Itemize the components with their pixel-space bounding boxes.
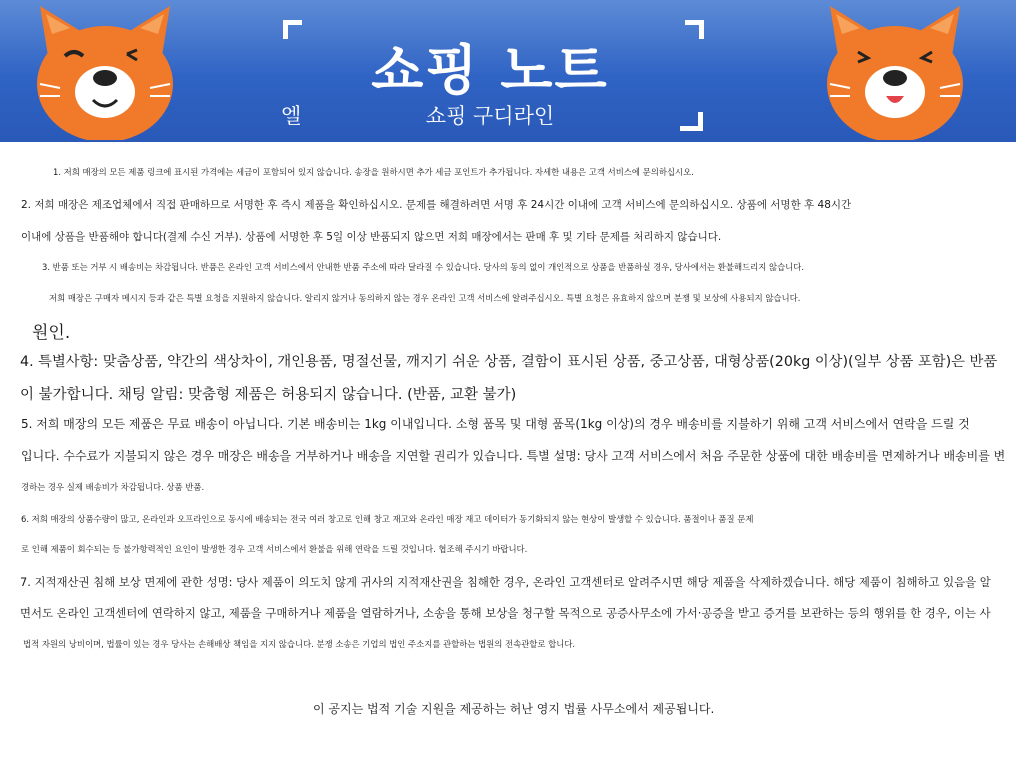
notice-line-6: 원인. (32, 323, 71, 343)
notice-line-15: 면서도 온라인 고객센터에 연락하지 않고, 제품을 구매하거나 제품을 열람하거나, 소송을 통해 보상을 청구할 목적으로 공증사무소에 가서·공증을 받고 증거를 보관하는 등의 행위를 한 경우, 이는 사 (20, 606, 991, 620)
notice-line-2: 2. 저희 매장은 제조업체에서 직접 판매하므로 서명한 후 즉시 제품을 확인하십시오. 문제를 해결하려면 서명 후 24시간 이내에 고객 서비스에 문의하십시오. 상품에 서명한 후 48시간 (21, 199, 852, 211)
notice-line-14: 7. 지적재산권 침해 보상 면제에 관한 성명: 당사 제품이 의도치 않게 귀사의 지적재산권을 침해한 경우, 온라인 고객센터로 알려주시면 해당 제품을 삭제하겠습니다. 해당 제품이 침해하고 있음을 알 (20, 575, 991, 589)
bracket-top-right-icon (685, 20, 704, 39)
cat-face-smiling-icon (820, 4, 970, 140)
banner-subtitle: 쇼핑 구디라인 (425, 104, 555, 128)
notice-line-9: 5. 저희 매장의 모든 제품은 무료 배송이 아닙니다. 기본 배송비는 1kg 이내입니다. 소형 품목 및 대형 품목(1kg 이상)의 경우 배송비를 지불하기 위해 고객 서비스에서 연락을 드릴 것 (21, 417, 970, 431)
notice-line-13: 로 인해 제품이 회수되는 등 불가항력적인 요인이 발생한 경우 고객 서비스에서 환불을 위해 연락을 드릴 것입니다. 협조해 주시기 바랍니다. (21, 544, 528, 554)
notice-line-16: 법적 자원의 낭비이며, 법률이 있는 경우 당사는 손해배상 책임을 지지 않습니다. 분쟁 소송은 기업의 법인 주소지를 관할하는 법원의 전속관할로 합니다. (23, 639, 576, 649)
notice-line-8: 이 불가합니다. 채팅 알림: 맞춤형 제품은 허용되지 않습니다. (반품, 교환 불가) (20, 387, 517, 403)
notice-line-5: 저희 매장은 구매자 메시지 등과 같은 특별 요청을 지원하지 않습니다. 알리지 않거나 동의하지 않는 경우 온라인 고객 서비스에 알려주십시오. 특별 요청은 유효하지 않으며 분쟁 및 보상에 사용되지 않습니다. (49, 293, 801, 303)
notice-line-10: 입니다. 수수료가 지불되지 않은 경우 매장은 배송을 거부하거나 배송을 지연할 권리가 있습니다. 특별 설명: 당사 고객 서비스에서 처음 주문한 상품에 대한 배송비를 면제하거나 배송비를 변 (21, 449, 1006, 463)
notice-line-11: 경하는 경우 실제 배송비가 차감됩니다. 상품 반품. (21, 482, 205, 492)
notice-line-1: 1. 저희 매장의 모든 제품 링크에 표시된 가격에는 세금이 포함되어 있지 않습니다. 송장을 원하시면 추가 세금 포인트가 추가됩니다. 자세한 내용은 고객 서비스에 문의하십시오. (53, 167, 694, 177)
header-banner (0, 0, 1016, 142)
bracket-bottom-right-icon (680, 112, 703, 131)
notice-line-3: 이내에 상품을 반품해야 합니다(결제 수신 거부). 상품에 서명한 후 5일 이상 반품되지 않으면 저희 매장에서는 판매 후 및 기타 문제를 처리하지 않습니다. (21, 231, 722, 243)
banner-small-label: 엘 (281, 104, 302, 128)
bracket-top-left-icon (283, 20, 302, 39)
notice-line-12: 6. 저희 매장의 상품수량이 많고, 온라인과 오프라인으로 동시에 배송되는 전국 여러 창고로 인해 창고 재고와 온라인 매장 재고 데이터가 동기화되지 않는 현상이 발생할 수 있습니다. 품절이나 품질 문제 (21, 514, 754, 524)
notice-line-7: 4. 특별사항: 맞춤상품, 약간의 색상차이, 개인용품, 명절선물, 깨지기 쉬운 상품, 결함이 표시된 상품, 중고상품, 대형상품(20kg 이상)(일부 상품 포함)은 반품 (20, 354, 998, 370)
footer-notice: 이 공지는 법적 기술 지원을 제공하는 허난 영지 법률 사무소에서 제공됩니다. (313, 702, 715, 716)
notice-line-4: 3. 반품 또는 거부 시 배송비는 차감됩니다. 반품은 온라인 고객 서비스에서 안내한 반품 주소에 따라 달라질 수 있습니다. 당사의 동의 없이 개인적으로 상품을 반품하실 경우, 당사에서는 환불해드리지 않습니다. (42, 262, 805, 272)
banner-title: 쇼핑 노트 (371, 39, 609, 102)
cat-face-winking-icon (30, 4, 180, 140)
